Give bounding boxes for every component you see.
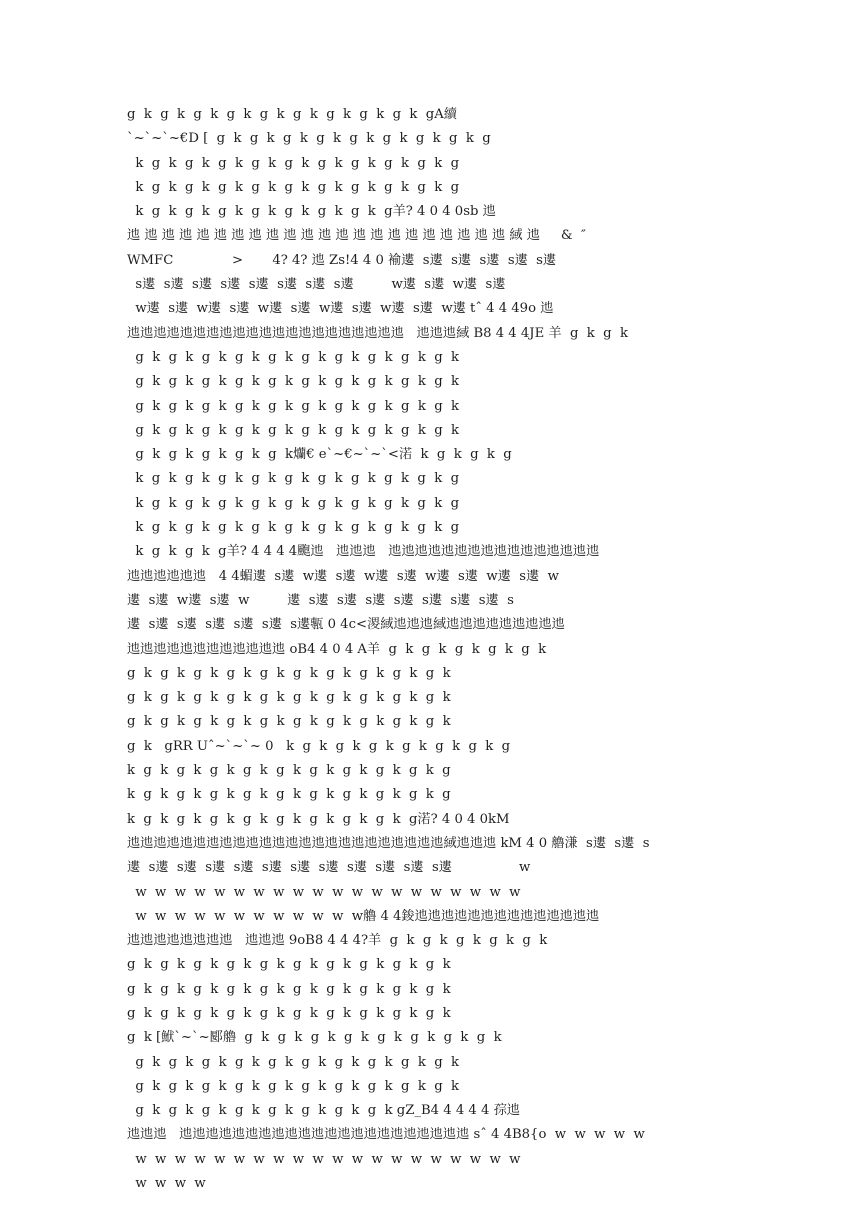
text-line: k g k g k g k g k g k g k g k g k g k g xyxy=(127,763,451,779)
text-line: k g k g k g k g k g k g k g k g k g k g xyxy=(127,495,460,511)
text-line: g k g k g k g k g k g k g k g k g k g k xyxy=(127,981,451,997)
text-line: w w w w w w w w w w w w w w w w w w w w xyxy=(127,884,521,900)
text-line: 遱 s遱 s遱 s遱 s遱 s遱 s遱甎 0 4c<溭緎迆迆迆緎迆迆迆迆迆迆迆迆迆 xyxy=(127,617,565,633)
text-line: k g k g k g k g k g k g k g k g k g k g xyxy=(127,520,460,536)
text-line: g k [鮲`~`~郾艪 g k g k g k g k g k g k g k g k xyxy=(127,1030,502,1046)
text-line: k g k g k g k g k g k g k g k g k g k g xyxy=(127,155,460,171)
text-line: g k g k g k g k g k g k g k g k g k g k xyxy=(127,1005,451,1021)
text-line: k g k g k g k g k g k g k g k g k g k g xyxy=(127,471,460,487)
text-line: WMFC > 4? 4? 迆 Zs!4 4 0 褕遱 s遱 s遱 s遱 s遱 s遱 xyxy=(127,252,557,268)
text-line: w w w w xyxy=(127,1176,206,1192)
text-line: g k g k g k g k g k g k g k g k g k g k xyxy=(127,957,451,973)
text-line: w w w w w w w w w w w w w w w w w w w w xyxy=(127,1151,521,1167)
text-line: 迆 迆 迆 迆 迆 迆 迆 迆 迆 迆 迆 迆 迆 迆 迆 迆 迆 迆 迆 迆 迆 迆 緎 迆 & ″ xyxy=(127,228,586,244)
text-line: `~`~`~€D [ g k g k g k g k g k g k g k g k g xyxy=(127,131,491,147)
text-line: k g k g k g羊? 4 4 4 4颮迆 迆迆迆 迆迆迆迆迆迆迆迆迆迆迆迆迆迆迆迆 xyxy=(127,544,600,560)
text-line: 迆迆迆 迆迆迆迆迆迆迆迆迆迆迆迆迆迆迆迆迆迆迆迆迆迆 sˆ 4 4B8{o w w w w w xyxy=(127,1127,645,1143)
text-line: 迆迆迆迆迆迆迆迆迆迆迆迆迆迆迆迆迆迆迆迆迆 迆迆迆緎 B8 4 4 4JE 羊 g k g k xyxy=(127,325,628,341)
text-line: g k g k g k g k g k g k g k g k g k g k xyxy=(127,349,460,365)
text-line: g k g k g k g k g k g k g k g k g k g k xyxy=(127,374,460,390)
text-line: g k g k g k g k g k爤€ e`~€~`~`<渃 k g k g k g xyxy=(127,447,512,463)
text-line: k g k g k g k g k g k g k g k g羊? 4 0 4 0sb 迆 xyxy=(127,204,496,220)
text-line: k g k g k g k g k g k g k g k g k g k g xyxy=(127,179,460,195)
text-line: 迆迆迆迆迆迆 4 4蝞遱 s遱 w遱 s遱 w遱 s遱 w遱 s遱 w遱 s遱 w xyxy=(127,568,559,584)
text-line: g k g k g k g k g k g k g k g k gZ_B4 4 4 4 4 孮迆 xyxy=(127,1103,520,1119)
text-line: 迆迆迆迆迆迆迆迆迆迆迆迆迆迆迆迆迆迆迆迆迆迆迆迆緎迆迆迆 kM 4 0 艪溓 s遱 s遱 s xyxy=(127,835,650,851)
text-line: w遱 s遱 w遱 s遱 w遱 s遱 w遱 s遱 w遱 s遱 w遱 tˆ 4 4 49o 迆 xyxy=(127,301,554,317)
text-line: g k g k g k g k g k g k g k g k g k g k xyxy=(127,714,451,730)
text-line: 遱 s遱 w遱 s遱 w 遱 s遱 s遱 s遱 s遱 s遱 s遱 s遱 s xyxy=(127,592,514,608)
text-line: k g k g k g k g k g k g k g k g k g k g xyxy=(127,787,451,803)
text-line: g k gRR Uˆ~`~`~ 0 k g k g k g k g k g k g k g xyxy=(127,738,511,754)
text-line: s遱 s遱 s遱 s遱 s遱 s遱 s遱 s遱 w遱 s遱 w遱 s遱 xyxy=(127,277,506,293)
text-line: 遱 s遱 s遱 s遱 s遱 s遱 s遱 s遱 s遱 s遱 s遱 s遱 w xyxy=(127,860,531,876)
garbled-text-body xyxy=(127,103,739,1196)
text-line: 迆迆迆迆迆迆迆迆 迆迆迆 9oB8 4 4 4?羊 g k g k g k g k g k xyxy=(127,933,548,949)
text-line: w w w w w w w w w w w w艪 4 4鋑迆迆迆迆迆迆迆迆迆迆迆迆迆迆 xyxy=(127,908,600,924)
text-line: g k g k g k g k g k g k g k g k g k g k xyxy=(127,690,451,706)
text-line: g k g k g k g k g k g k g k g k g k g k xyxy=(127,665,451,681)
text-line: 迆迆迆迆迆迆迆迆迆迆迆迆 oB4 4 0 4 A羊 g k g k g k g k g k xyxy=(127,641,547,657)
text-line: g k g k g k g k g k g k g k g k g k g k xyxy=(127,422,460,438)
text-line: g k g k g k g k g k g k g k g k g k g k xyxy=(127,1078,460,1094)
text-line: g k g k g k g k g k g k g k g k g k g k xyxy=(127,1054,460,1070)
text-line: g k g k g k g k g k g k g k g k g k gA續 xyxy=(127,107,457,122)
text-line: k g k g k g k g k g k g k g k g k g渃? 4 0 4 0kM xyxy=(127,811,510,827)
text-line: g k g k g k g k g k g k g k g k g k g k xyxy=(127,398,460,414)
